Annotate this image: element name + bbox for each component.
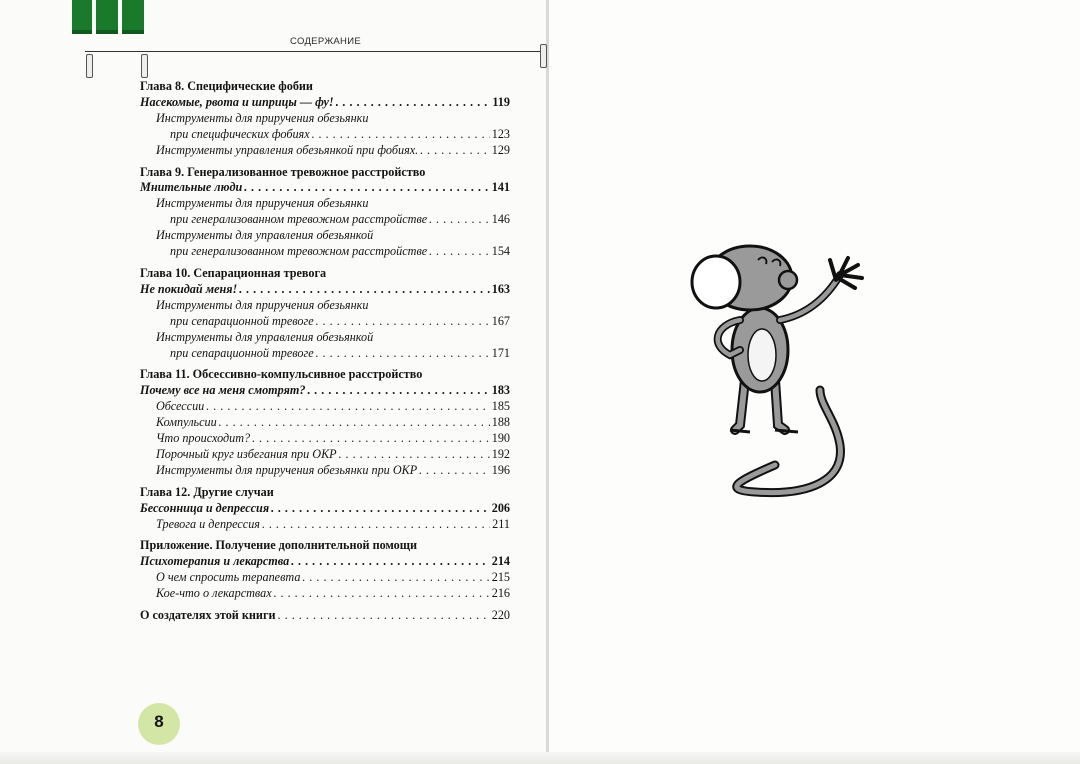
toc-row: Инструменты для управления обезьянкой <box>156 329 374 344</box>
toc-row: при сепарационной тревоге . . . 171 <box>140 346 510 362</box>
toc-row: Насекомые, рвота и шприцы — фу! . . . 119 <box>140 95 510 111</box>
toc-row: Психотерапия и лекарства . . . 214 <box>140 554 510 570</box>
toc-chapter-title: Глава 8. Специфические фобии <box>140 79 313 93</box>
toc-chapter-title: Глава 12. Другие случаи <box>140 484 274 499</box>
toc-chapter-title: Приложение. Получение дополнительной помощи <box>140 538 418 553</box>
toc-row: Инструменты для приручения обезьянки <box>156 297 369 312</box>
monkey-illustration <box>680 230 900 500</box>
toc-row: Порочный круг избегания при ОКР . . . 192 <box>140 447 510 463</box>
toc-row: Инструменты для управления обезьянкой <box>156 228 374 243</box>
table-of-contents <box>140 79 510 624</box>
toc-chapter-title: Глава 11. Обсессивно-компульсивное расстройство <box>140 367 423 382</box>
toc-row: Инструменты управления обезьянкой при фобиях. . . . 129 <box>140 143 510 159</box>
toc-row: Бессонница и депрессия . . . 206 <box>140 501 510 517</box>
toc-row: Инструменты для приручения обезьянки <box>156 110 369 125</box>
green-tab <box>122 0 144 34</box>
toc-row: Инструменты для приручения обезьянки при ОКР . . . 196 <box>140 463 510 479</box>
toc-chapter-title: Глава 9. Генерализованное тревожное расстройство <box>140 164 426 179</box>
toc-row: О создателях этой книги . . . 220 <box>140 608 510 624</box>
green-tab <box>96 0 118 34</box>
monkey-muzzle <box>692 256 740 308</box>
toc-row: Что происходит? . . . 190 <box>140 431 510 447</box>
toc-row: Не покидай меня! . . . 163 <box>140 282 510 298</box>
toc-row: Почему все на меня смотрят? . . . 183 <box>140 383 510 399</box>
toc-row: Обсессии . . . 185 <box>140 399 510 415</box>
toc-row: Инструменты для приручения обезьянки <box>156 196 369 211</box>
toc-row: Тревога и депрессия . . . 211 <box>140 517 510 533</box>
tail-fill <box>737 390 841 493</box>
book-spine <box>546 0 549 764</box>
running-header: СОДЕРЖАНИЕ <box>290 36 361 47</box>
monkey-ear <box>779 271 797 289</box>
clip-icon <box>141 54 148 78</box>
page-edge <box>0 752 1080 764</box>
clip-icon <box>86 54 93 78</box>
toc-row: О чем спросить терапевта . . . 215 <box>140 570 510 586</box>
toc-row: Мнительные люди . . . 141 <box>140 180 510 196</box>
toc-row: Кое-что о лекарствах . . . 216 <box>140 586 510 602</box>
toc-chapter-title: Глава 10. Сепарационная тревога <box>140 265 327 280</box>
header-rule <box>85 51 541 52</box>
clip-icon <box>540 44 547 68</box>
toc-row: при сепарационной тревоге . . . 167 <box>140 314 510 330</box>
page-number: 8 <box>154 712 164 731</box>
toc-row: при специфических фобиях . . . 123 <box>140 127 510 143</box>
toc-row: при генерализованном тревожном расстройстве . . . 154 <box>140 244 510 260</box>
toc-row: при генерализованном тревожном расстройстве . . . 146 <box>140 212 510 228</box>
green-tab <box>72 0 92 34</box>
toc-row: Компульсии . . . 188 <box>140 415 510 431</box>
